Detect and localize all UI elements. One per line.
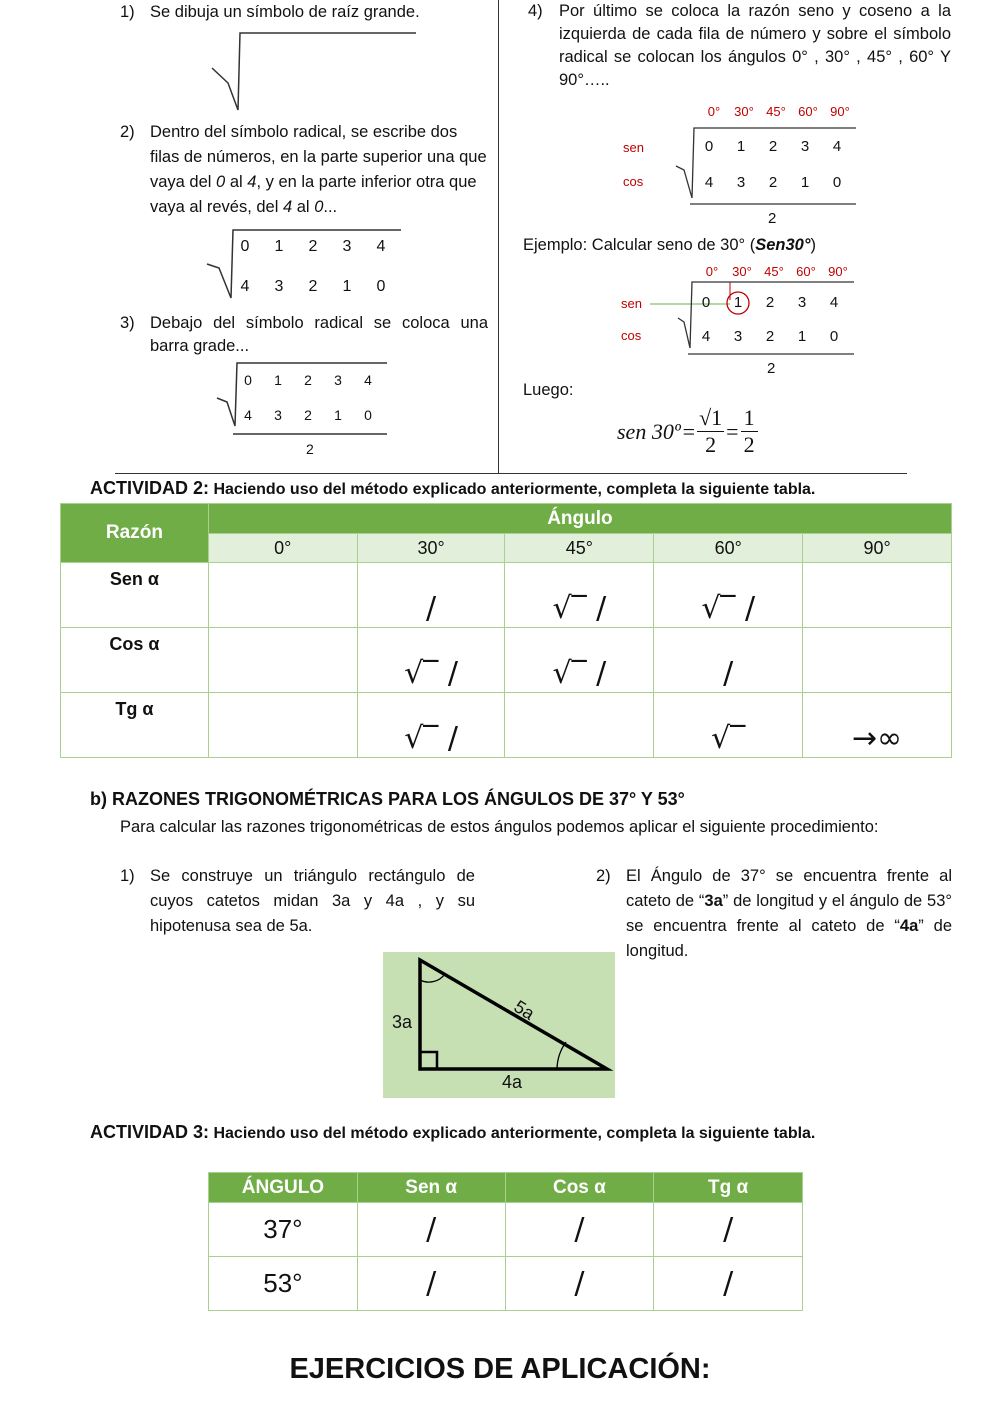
radical-top-row: 0 1 2 3 4 (240, 238, 386, 255)
diagram1-denominator: 2 (768, 210, 777, 227)
answer-cell[interactable]: / (654, 1257, 803, 1311)
answer-cell[interactable] (208, 693, 357, 758)
radical-bar-top-row: 0 1 2 3 4 (244, 372, 372, 388)
answer-cell[interactable]: √‾ / (654, 563, 803, 628)
table-row (61, 563, 952, 628)
activity2-heading: ACTIVIDAD 2: Haciendo uso del método explicado anteriormente, completa la siguiente tabla. (90, 478, 816, 498)
answer-cell[interactable] (208, 628, 357, 693)
activity3-heading: ACTIVIDAD 3: Haciendo uso del método explicado anteriormente, completa la siguiente tabla. (90, 1122, 816, 1142)
activity3-table (208, 1172, 803, 1311)
luego-label: Luego: (523, 381, 574, 399)
answer-cell[interactable]: √‾ / (505, 628, 654, 693)
formula-fraction-2: $\frac{1}{2}$ (741, 405, 758, 458)
answer-cell[interactable] (505, 693, 654, 758)
answer-cell[interactable]: √‾ (654, 693, 803, 758)
answer-cell[interactable] (803, 563, 952, 628)
radical-bar-bottom-row: 4 3 2 1 0 (244, 407, 372, 423)
diagram1-bottom-row: 4 3 2 1 0 (704, 174, 842, 191)
side-3a-label: 3a (392, 1012, 413, 1032)
table-row (209, 1257, 803, 1311)
big-radical-symbol (200, 28, 420, 118)
activity2-table (60, 503, 952, 758)
example-label: Ejemplo: Calcular seno de 30° (Sen30°) (523, 236, 816, 254)
section-b-title: b) RAZONES TRIGONOMÉTRICAS PARA LOS ÁNGULOS DE 37° Y 53° (90, 789, 685, 809)
answer-cell[interactable]: √‾ / (357, 628, 505, 693)
angle-col-90: 90° (803, 534, 952, 563)
formula-fraction-1: $\frac{√1}{2}$ (699, 405, 723, 457)
angle-col-60: 60° (654, 534, 803, 563)
answer-cell[interactable]: / (654, 1203, 803, 1257)
razon-header: Razón (61, 504, 209, 563)
column-divider (498, 0, 499, 473)
table-row (209, 1203, 803, 1257)
formula: sen 30º = $\frac{√1}{2}$ = $\frac{1}{2}$ (617, 405, 758, 458)
row-header-sen: Sen α (61, 563, 209, 628)
answer-cell[interactable]: / (654, 628, 803, 693)
col-angulo: ÁNGULO (209, 1173, 358, 1203)
formula-lhs: sen 30º (617, 418, 681, 444)
right-triangle (383, 952, 615, 1098)
b-step-1-text: Se construye un triángulo rectángulo de cuyos catetos midan 3a y 4a , y su hipotenusa sea de 5a. (150, 867, 475, 935)
row-header-tg: Tg α (61, 693, 209, 758)
row-header-cos: Cos α (61, 628, 209, 693)
step-3-text: Debajo del símbolo radical se coloca una barra grade... (150, 314, 488, 355)
cos-label-1: cos (623, 174, 644, 189)
answer-cell[interactable] (803, 628, 952, 693)
angle-53: 53° (209, 1257, 358, 1311)
radical-bar-denominator: 2 (306, 441, 314, 457)
angle-37: 37° (209, 1203, 358, 1257)
answer-cell[interactable] (208, 563, 357, 628)
answer-cell[interactable]: →∞ (803, 693, 952, 758)
col-cos: Cos α (505, 1173, 654, 1203)
table-row (61, 693, 952, 758)
answer-cell[interactable]: / (505, 1257, 654, 1311)
diagram2-top-row: 0 1 2 3 4 (701, 294, 839, 311)
diagram2-bottom-row: 4 3 2 1 0 (701, 328, 839, 345)
cos-label-2: cos (621, 328, 642, 343)
hyp-5a-label: 5a (510, 996, 539, 1024)
angle-col-30: 30° (357, 534, 505, 563)
col-tg: Tg α (654, 1173, 803, 1203)
answer-cell[interactable]: / (505, 1203, 654, 1257)
angles-row-2: 0° 30° 45° 60° 90° (705, 264, 848, 279)
section-b-intro: Para calcular las razones trigonométricas de estos ángulos podemos aplicar el siguiente procedimiento: (120, 818, 879, 836)
step-2-text: Dentro del símbolo radical, se escribe dos filas de números, en la parte superior una que vaya del 0 al 4, y en la parte inferior otra que vaya al revés, del 4 al 0... (150, 123, 487, 216)
col-sen: Sen α (357, 1173, 505, 1203)
b-step-2-text: El Ángulo de 37° se encuentra frente al cateto de “3a” de longitud y el ángulo de 53° se encuentra frente al cateto de “4a” de longitud. (626, 867, 952, 960)
sen-label-1: sen (623, 140, 644, 155)
answer-cell[interactable]: √‾ / (357, 693, 505, 758)
diagram1-top-row: 0 1 2 3 4 (704, 138, 842, 155)
answer-cell[interactable]: √‾ / (505, 563, 654, 628)
answer-cell[interactable]: / (357, 1203, 505, 1257)
sen-label-2: sen (621, 296, 642, 311)
angulo-header: Ángulo (208, 504, 951, 534)
radical-bottom-row: 4 3 2 1 0 (240, 278, 386, 295)
step-1-text: Se dibuja un símbolo de raíz grande. (150, 3, 420, 21)
footer-title: EJERCICIOS DE APLICACIÓN: (289, 1353, 711, 1385)
answer-cell[interactable]: / (357, 563, 505, 628)
table-row (61, 628, 952, 693)
step-4-text: Por último se coloca la razón seno y coseno a la izquierda de cada fila de número y sobre el símbolo radical se colocan los ángulos 0° , 30° , 45° , 60° Y 90°….. (559, 2, 951, 89)
diagram2-denominator: 2 (767, 360, 776, 377)
side-4a-label: 4a (502, 1072, 523, 1092)
triangle-figure (383, 952, 615, 1098)
radical-diagram-2 (620, 276, 860, 366)
angle-col-45: 45° (505, 534, 654, 563)
answer-cell[interactable]: / (357, 1257, 505, 1311)
section-divider (115, 473, 907, 474)
angles-row-1: 0° 30° 45° 60° 90° (707, 104, 850, 119)
angle-col-0: 0° (208, 534, 357, 563)
